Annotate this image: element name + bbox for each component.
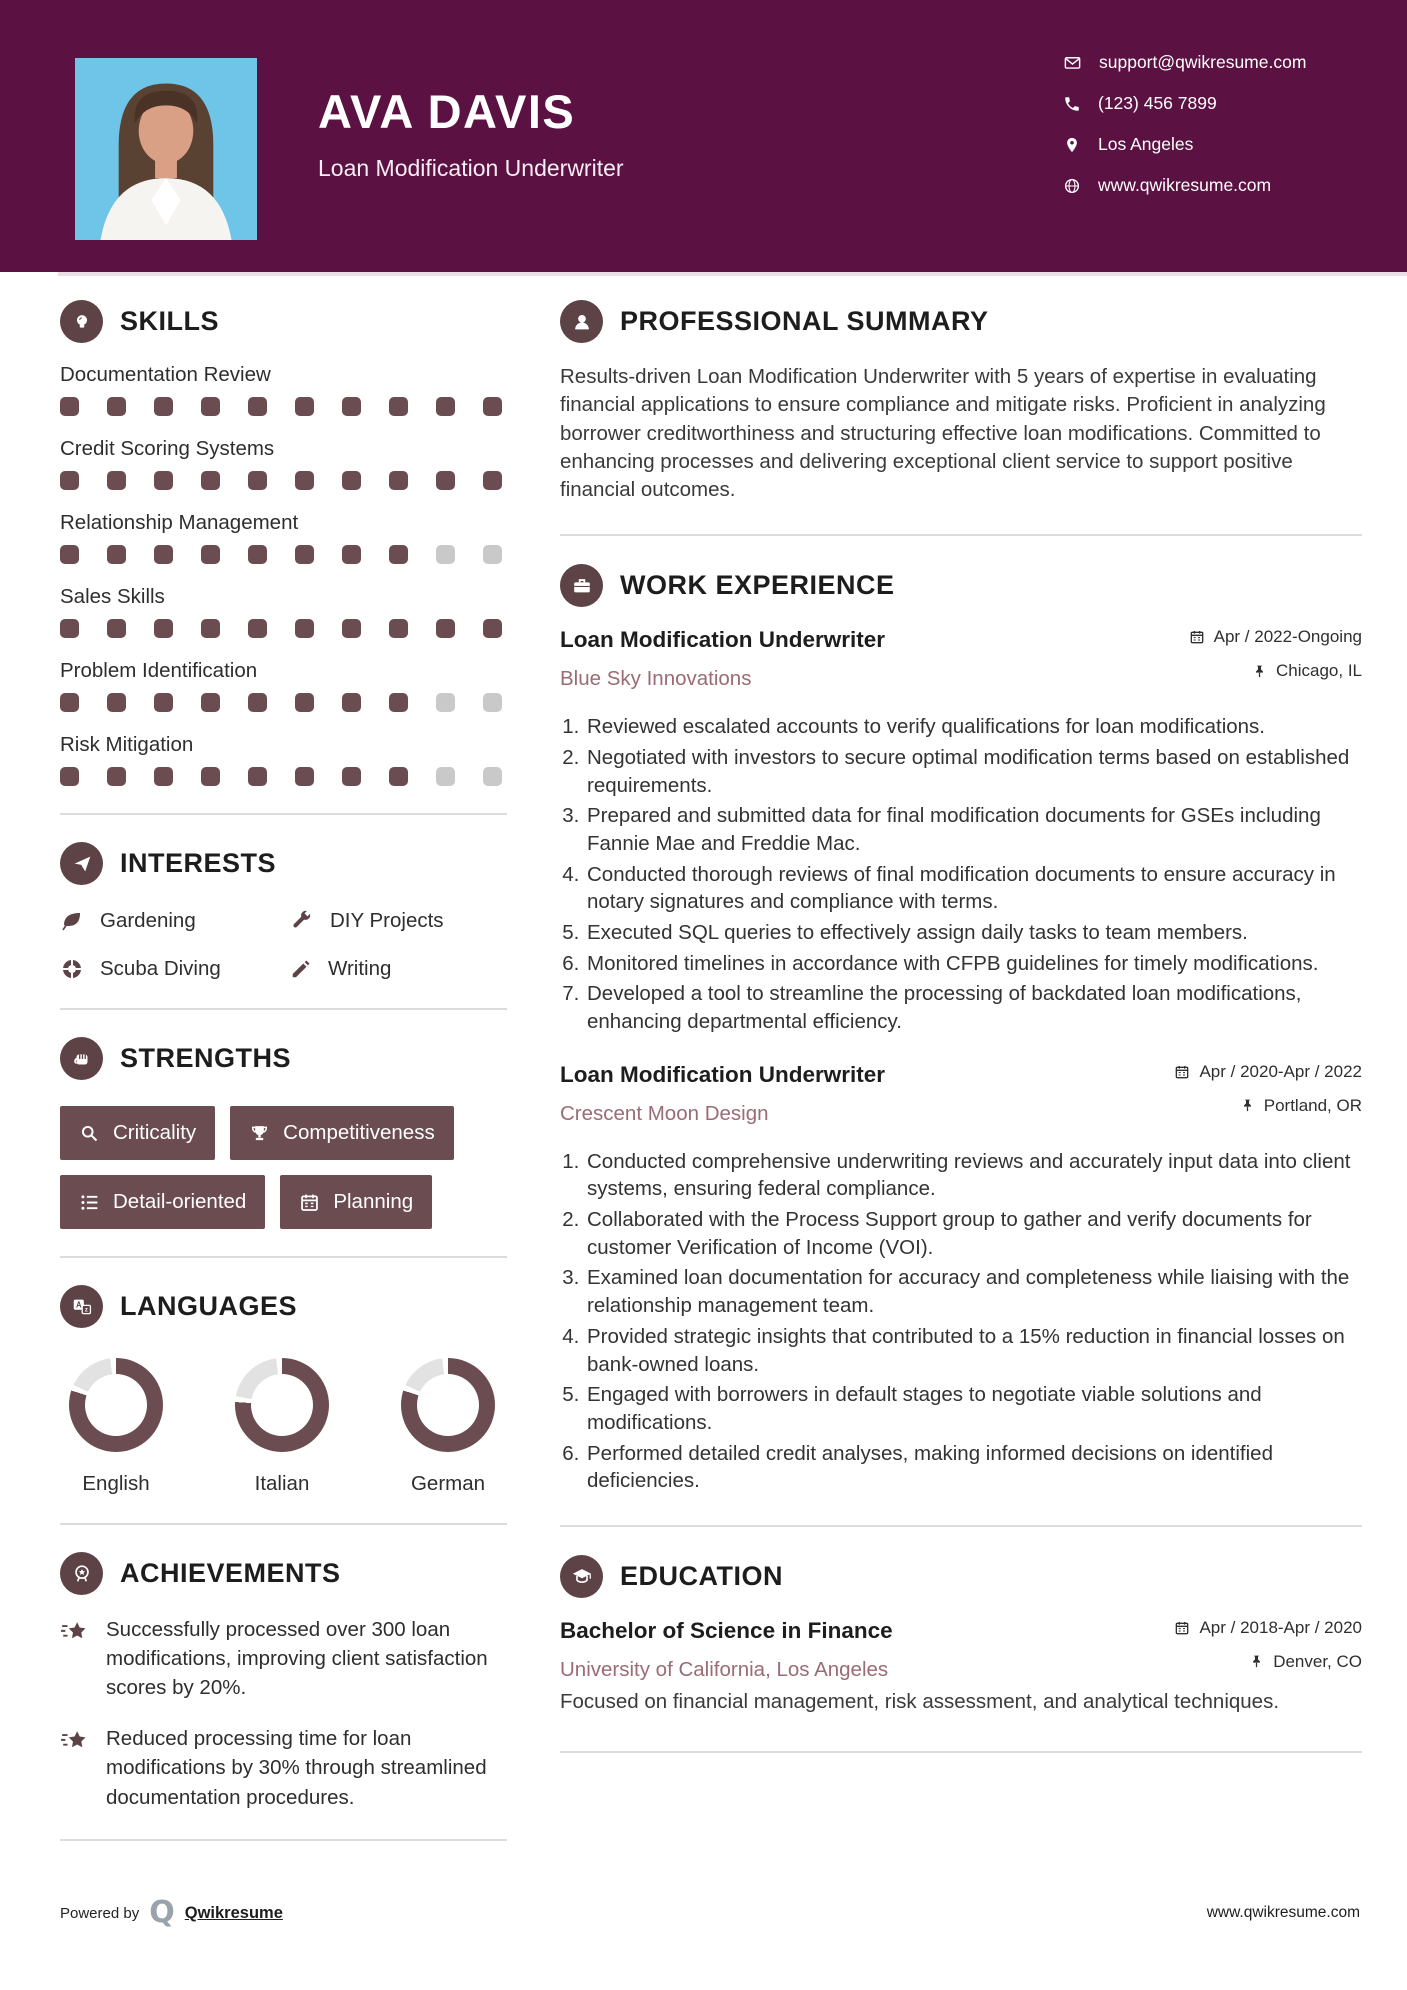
skill-dot bbox=[154, 693, 173, 712]
candidate-title: Loan Modification Underwriter bbox=[318, 155, 624, 181]
skill-dot bbox=[154, 471, 173, 490]
skill-dot bbox=[295, 397, 314, 416]
language-donut-chart bbox=[401, 1358, 495, 1452]
skill-dot bbox=[295, 767, 314, 786]
job-meta bbox=[1189, 627, 1362, 695]
skill-dot bbox=[201, 397, 220, 416]
contact-location-text: Los Angeles bbox=[1098, 134, 1194, 154]
pushpin-icon bbox=[1240, 1098, 1255, 1113]
skills-heading: SKILLS bbox=[120, 306, 220, 336]
main-column bbox=[560, 300, 1362, 1753]
skill-dot bbox=[248, 619, 267, 638]
skill-dot bbox=[107, 767, 126, 786]
skill-item bbox=[60, 585, 507, 638]
skill-dot-meter bbox=[60, 397, 507, 416]
education-date: Apr / 2018-Apr / 2020 bbox=[1199, 1617, 1362, 1637]
job-header bbox=[560, 1062, 1362, 1130]
list-icon bbox=[79, 1192, 100, 1213]
interest-item bbox=[290, 909, 507, 933]
skill-dot-meter bbox=[60, 619, 507, 638]
strength-label: Criticality bbox=[113, 1121, 197, 1144]
summary-text: Results-driven Loan Modification Underwriter with 5 years of expertise in evaluating financial applications to ensure compliance and mitigate risks. Proficient in analyzing borrower creditworthiness and structuring effective loan modifications. Committed to enhancing processes and delivering exceptional client service to support positive financial outcomes. bbox=[560, 365, 1326, 502]
skill-dot bbox=[201, 767, 220, 786]
skill-dot bbox=[60, 471, 79, 490]
skill-dot bbox=[201, 471, 220, 490]
contact-website[interactable] bbox=[1063, 175, 1306, 196]
email-icon bbox=[1063, 53, 1082, 72]
header-band bbox=[0, 0, 1407, 272]
education-header bbox=[560, 1618, 1362, 1686]
skill-dot bbox=[107, 619, 126, 638]
skill-dot bbox=[107, 545, 126, 564]
strengths-section-header bbox=[60, 1037, 507, 1080]
skill-dot bbox=[107, 693, 126, 712]
translate-icon bbox=[60, 1285, 103, 1328]
skill-dot bbox=[248, 397, 267, 416]
calendar-small-icon bbox=[1189, 629, 1205, 645]
skill-label: Credit Scoring Systems bbox=[60, 437, 275, 460]
interests-list bbox=[60, 909, 507, 981]
job-entry bbox=[560, 1062, 1362, 1495]
sidebar-divider bbox=[60, 1008, 507, 1010]
skill-dot bbox=[295, 693, 314, 712]
experience-heading: WORK EXPERIENCE bbox=[620, 570, 895, 601]
job-header bbox=[560, 627, 1362, 695]
skill-dot bbox=[295, 471, 314, 490]
interest-label: Scuba Diving bbox=[100, 957, 221, 980]
trophy-icon bbox=[249, 1123, 270, 1144]
contact-website-text: www.qwikresume.com bbox=[1098, 175, 1272, 195]
fist-icon bbox=[60, 1037, 103, 1080]
skill-dot bbox=[483, 619, 502, 638]
interest-label: Gardening bbox=[100, 909, 196, 932]
achievements-list bbox=[60, 1615, 507, 1812]
job-company: Blue Sky Innovations bbox=[560, 667, 752, 691]
skill-dot bbox=[436, 397, 455, 416]
experience-bullet: 4. Conducted thorough reviews of final modification documents to ensure accuracy in notary signatures and compliance with terms. bbox=[585, 861, 1362, 916]
skill-dot bbox=[436, 471, 455, 490]
skill-dot bbox=[342, 693, 361, 712]
medal-icon bbox=[60, 1552, 103, 1595]
skill-dot bbox=[107, 397, 126, 416]
experience-bullet: 5. Engaged with borrowers in default stages to negotiate viable solutions and modifications. bbox=[585, 1381, 1362, 1436]
main-divider bbox=[560, 1751, 1362, 1753]
education-section-header bbox=[560, 1555, 1362, 1598]
pencil-icon bbox=[290, 958, 312, 980]
skill-dot bbox=[342, 471, 361, 490]
education-school: University of California, Los Angeles bbox=[560, 1657, 889, 1681]
experience-bullet: 5. Executed SQL queries to effectively assign daily tasks to team members. bbox=[585, 919, 1362, 947]
strengths-list bbox=[60, 1106, 507, 1229]
skill-dot bbox=[389, 397, 408, 416]
summary-section-header bbox=[560, 300, 1362, 343]
achievement-item bbox=[60, 1615, 507, 1702]
skill-dot bbox=[201, 693, 220, 712]
language-donut-chart bbox=[235, 1358, 329, 1452]
interest-label: DIY Projects bbox=[330, 909, 444, 932]
skill-item bbox=[60, 659, 507, 712]
skill-dot bbox=[60, 619, 79, 638]
skill-dot bbox=[342, 545, 361, 564]
skill-dot bbox=[154, 545, 173, 564]
profile-photo-illustration bbox=[75, 58, 257, 240]
job-title: Loan Modification Underwriter bbox=[560, 627, 886, 653]
candidate-name: AVA DAVIS bbox=[318, 85, 576, 138]
skill-dot bbox=[483, 693, 502, 712]
achievements-section-header bbox=[60, 1552, 507, 1595]
skill-label: Sales Skills bbox=[60, 585, 165, 608]
skill-dot bbox=[154, 397, 173, 416]
languages-section-header bbox=[60, 1285, 507, 1328]
svg-text:z: z bbox=[84, 1307, 88, 1314]
experience-bullet: 6. Monitored timelines in accordance with CFPB guidelines for timely modifications. bbox=[585, 950, 1362, 978]
main-divider bbox=[560, 1525, 1362, 1527]
skill-dot bbox=[436, 767, 455, 786]
skill-dot bbox=[107, 471, 126, 490]
shooting-star-icon bbox=[60, 1727, 90, 1757]
skill-dot bbox=[60, 545, 79, 564]
footer-website-link[interactable]: www.qwikresume.com bbox=[1206, 1904, 1360, 1921]
job-location: Chicago, IL bbox=[1276, 661, 1362, 681]
job-date: Apr / 2020-Apr / 2022 bbox=[1199, 1061, 1362, 1081]
globe-icon bbox=[1063, 177, 1081, 195]
magnifier-icon bbox=[79, 1123, 100, 1144]
skill-dot bbox=[60, 693, 79, 712]
contact-phone[interactable] bbox=[1063, 93, 1306, 114]
strength-badge bbox=[60, 1106, 215, 1160]
shooting-star-icon bbox=[60, 1618, 90, 1648]
pushpin-icon bbox=[1249, 1654, 1264, 1669]
skill-label: Relationship Management bbox=[60, 511, 299, 534]
skill-dot bbox=[389, 545, 408, 564]
job-company: Crescent Moon Design bbox=[560, 1101, 769, 1125]
language-donut-chart bbox=[69, 1358, 163, 1452]
strengths-heading: STRENGTHS bbox=[120, 1043, 292, 1073]
lightbulb-icon bbox=[60, 300, 103, 343]
skill-dot-meter bbox=[60, 545, 507, 564]
education-heading: EDUCATION bbox=[620, 1560, 783, 1591]
skill-dot bbox=[436, 693, 455, 712]
job-date-row bbox=[1189, 627, 1362, 647]
skill-dot-meter bbox=[60, 693, 507, 712]
briefcase-icon bbox=[560, 564, 603, 607]
skill-dot bbox=[295, 619, 314, 638]
skill-dot bbox=[389, 693, 408, 712]
phone-icon bbox=[1063, 95, 1081, 113]
interest-item bbox=[60, 957, 290, 981]
experience-bullet: 1. Reviewed escalated accounts to verify qualifications for loan modifications. bbox=[585, 713, 1362, 741]
strength-badge bbox=[230, 1106, 454, 1160]
strength-badge bbox=[280, 1175, 432, 1229]
skill-dot bbox=[483, 545, 502, 564]
experience-section-header bbox=[560, 564, 1362, 607]
skill-dot bbox=[60, 397, 79, 416]
skill-item bbox=[60, 733, 507, 786]
skill-dot bbox=[389, 471, 408, 490]
language-item bbox=[226, 1358, 338, 1496]
experience-bullet: 3. Examined loan documentation for accuracy and completeness while liaising with the relationship management team. bbox=[585, 1264, 1362, 1319]
achievements-heading: ACHIEVEMENTS bbox=[120, 1558, 341, 1588]
location-icon bbox=[1063, 136, 1081, 154]
sidebar-divider bbox=[60, 1523, 507, 1525]
pushpin-icon bbox=[1252, 664, 1267, 679]
skill-dot bbox=[342, 767, 361, 786]
skill-dot bbox=[154, 619, 173, 638]
language-label: Italian bbox=[254, 1472, 310, 1495]
skill-dot bbox=[201, 545, 220, 564]
education-left bbox=[560, 1618, 893, 1682]
skill-item bbox=[60, 511, 507, 564]
experience-bullet: 1. Conducted comprehensive underwriting reviews and accurately input data into client systems, ensuring federal compliance. bbox=[585, 1148, 1362, 1203]
person-icon bbox=[560, 300, 603, 343]
sidebar-divider bbox=[60, 1839, 507, 1841]
interest-item bbox=[290, 957, 507, 981]
job-location-row bbox=[1189, 661, 1362, 681]
identity-block bbox=[318, 84, 624, 182]
interest-label: Writing bbox=[328, 957, 392, 980]
skill-dot-meter bbox=[60, 471, 507, 490]
paper-plane-icon bbox=[60, 842, 103, 885]
job-location: Portland, OR bbox=[1263, 1095, 1362, 1115]
language-label: English bbox=[82, 1472, 150, 1495]
skill-dot bbox=[483, 397, 502, 416]
skill-dot bbox=[154, 767, 173, 786]
strength-label: Detail-oriented bbox=[113, 1190, 247, 1213]
achievement-item bbox=[60, 1724, 507, 1811]
skills-section-header bbox=[60, 300, 507, 343]
powered-by-text: Powered by bbox=[60, 1904, 140, 1922]
experience-bullet: 6. Performed detailed credit analyses, making informed decisions on identified deficiencies. bbox=[585, 1440, 1362, 1495]
interests-section-header bbox=[60, 842, 507, 885]
contact-email-text: support@qwikresume.com bbox=[1099, 52, 1307, 72]
achievement-text: Reduced processing time for loan modifications by 30% through streamlined documentation procedures. bbox=[106, 1727, 487, 1809]
calendar-small-icon bbox=[1174, 1064, 1190, 1080]
skills-list bbox=[60, 363, 507, 786]
strength-label: Competitiveness bbox=[283, 1121, 435, 1144]
wrench-icon bbox=[290, 909, 314, 933]
language-label: German bbox=[410, 1472, 486, 1495]
skill-dot bbox=[342, 619, 361, 638]
job-left bbox=[560, 627, 885, 691]
job-title: Loan Modification Underwriter bbox=[560, 1061, 886, 1087]
contact-email[interactable] bbox=[1063, 52, 1306, 73]
sidebar bbox=[60, 300, 507, 1868]
job-entry bbox=[560, 627, 1362, 1035]
languages-heading: LANGUAGES bbox=[120, 1291, 298, 1321]
graduation-cap-icon bbox=[560, 1555, 603, 1598]
skill-dot bbox=[60, 767, 79, 786]
interests-heading: INTERESTS bbox=[120, 848, 277, 878]
contact-phone-text: (123) 456 7899 bbox=[1098, 93, 1217, 113]
contact-block bbox=[1063, 52, 1306, 196]
experience-bullet: 2. Negotiated with investors to secure optimal modification terms based on established requirements. bbox=[585, 744, 1362, 799]
job-bullet-list bbox=[560, 1148, 1362, 1495]
education-entry bbox=[560, 1618, 1362, 1717]
skill-dot bbox=[389, 767, 408, 786]
footer bbox=[60, 1895, 1360, 1930]
education-description: Focused on financial management, risk assessment, and analytical techniques. bbox=[560, 1689, 1280, 1713]
job-location-row bbox=[1174, 1096, 1362, 1116]
skill-item bbox=[60, 363, 507, 416]
header-bottom-strip bbox=[58, 272, 1407, 276]
calendar-icon bbox=[299, 1192, 320, 1213]
experience-bullet: 4. Provided strategic insights that contributed to a 15% reduction in financial losses on bank-owned loans. bbox=[585, 1323, 1362, 1378]
skill-item bbox=[60, 437, 507, 490]
education-degree: Bachelor of Science in Finance bbox=[560, 1617, 893, 1643]
skill-dot bbox=[248, 693, 267, 712]
language-item bbox=[60, 1358, 172, 1496]
skill-dot bbox=[248, 545, 267, 564]
strength-badge bbox=[60, 1175, 265, 1229]
powered-by-block bbox=[60, 1895, 283, 1930]
skill-label: Risk Mitigation bbox=[60, 733, 194, 756]
experience-bullet: 2. Collaborated with the Process Support group to gather and verify documents for customer Verification of Income (VOI). bbox=[585, 1206, 1362, 1261]
skill-dot bbox=[248, 471, 267, 490]
experience-bullet: 3. Prepared and submitted data for final modification documents for GSEs including Fannie Mae and Freddie Mac. bbox=[585, 802, 1362, 857]
interest-item bbox=[60, 909, 290, 933]
job-date-row bbox=[1174, 1062, 1362, 1082]
education-location: Denver, CO bbox=[1273, 1651, 1362, 1671]
skill-label: Documentation Review bbox=[60, 363, 271, 386]
experience-bullet: 7. Developed a tool to streamline the processing of backdated loan modifications, enhancing departmental efficiency. bbox=[585, 980, 1362, 1035]
job-meta bbox=[1174, 1062, 1362, 1130]
profile-photo bbox=[75, 58, 257, 240]
education-date-row bbox=[1174, 1618, 1362, 1638]
summary-heading: PROFESSIONAL SUMMARY bbox=[620, 306, 989, 336]
job-date: Apr / 2022-Ongoing bbox=[1213, 627, 1362, 647]
education-meta bbox=[1174, 1618, 1362, 1686]
leaf-icon bbox=[60, 909, 84, 933]
skill-dot bbox=[342, 397, 361, 416]
skill-dot bbox=[483, 471, 502, 490]
skill-dot bbox=[483, 767, 502, 786]
skill-dot-meter bbox=[60, 767, 507, 786]
skill-dot bbox=[248, 767, 267, 786]
language-item bbox=[392, 1358, 504, 1496]
languages-list bbox=[60, 1358, 507, 1496]
life-ring-icon bbox=[60, 957, 84, 981]
job-left bbox=[560, 1062, 885, 1126]
svg-text:A: A bbox=[75, 1300, 82, 1310]
sidebar-divider bbox=[60, 813, 507, 815]
skill-dot bbox=[436, 545, 455, 564]
contact-location[interactable] bbox=[1063, 134, 1306, 155]
skill-dot bbox=[389, 619, 408, 638]
job-bullet-list bbox=[560, 713, 1362, 1035]
sidebar-divider bbox=[60, 1256, 507, 1258]
education-location-row bbox=[1174, 1652, 1362, 1672]
main-divider bbox=[560, 534, 1362, 536]
qwikresume-brand-link[interactable]: Qwikresume bbox=[184, 1903, 283, 1922]
skill-dot bbox=[436, 619, 455, 638]
calendar-small-icon bbox=[1174, 1620, 1190, 1636]
qwikresume-logo-icon: Q bbox=[149, 1895, 175, 1930]
achievement-text: Successfully processed over 300 loan modifications, improving client satisfaction scores by 20%. bbox=[106, 1618, 488, 1700]
skill-label: Problem Identification bbox=[60, 659, 258, 682]
skill-dot bbox=[201, 619, 220, 638]
strength-label: Planning bbox=[333, 1190, 414, 1213]
skill-dot bbox=[295, 545, 314, 564]
